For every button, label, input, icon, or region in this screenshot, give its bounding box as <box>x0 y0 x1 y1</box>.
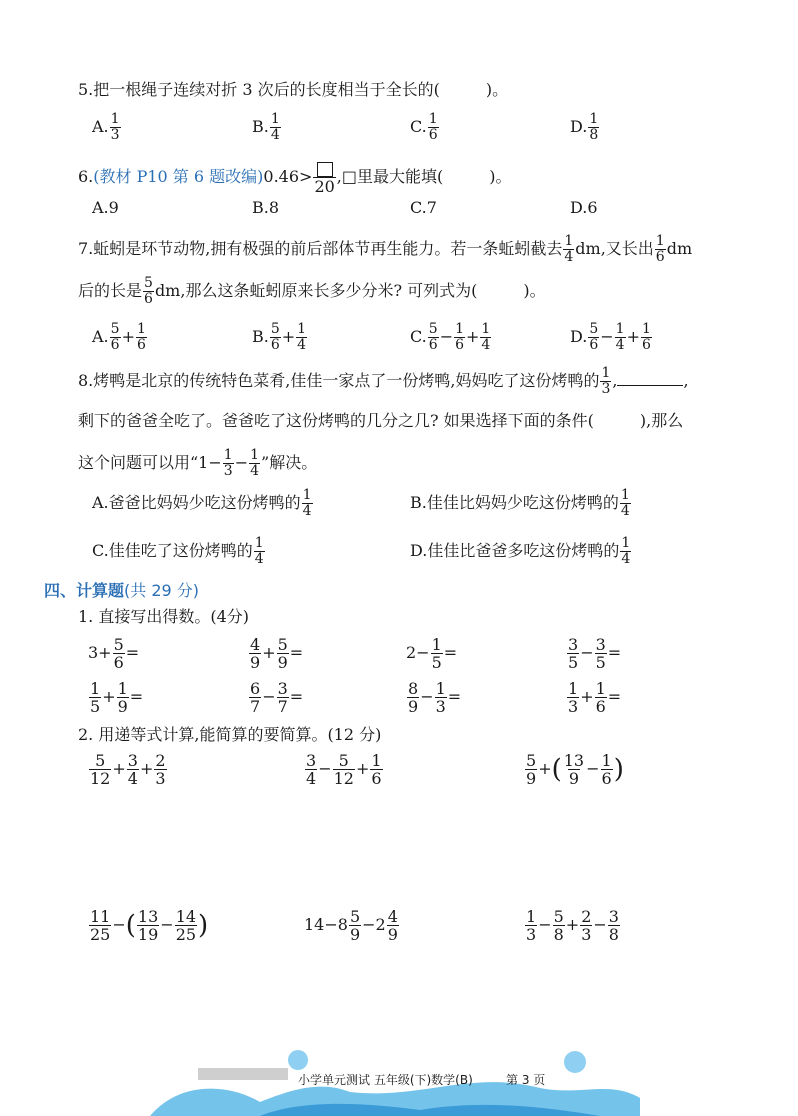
option-a[interactable]: A.爸爸比妈妈少吃这份烤鸭的 $\frac{1}{4}$ <box>92 487 312 519</box>
fraction: $\frac{1}{9}$ <box>117 679 128 716</box>
fraction: $\frac{1}{4}$ <box>564 233 574 265</box>
section-title: 四、计算题(共 29 分) <box>44 581 200 600</box>
fraction: $\frac{1}{4}$ <box>302 487 312 519</box>
fraction: $\frac{1}{3}$ <box>526 907 537 944</box>
option-c[interactable]: C.佳佳吃了这份烤鸭的 $\frac{1}{4}$ <box>92 535 264 567</box>
source-note: (教材 P10 第 6 题改编) <box>93 167 264 186</box>
oral-calc-item: $\frac{6}{7}$ − $\frac{3}{7}$ = <box>250 679 304 716</box>
stepwise-calc-item: $\frac{1}{3}$ − $\frac{5}{8}$ + $\frac{2}{3}$ − $\frac{3}{8}$ <box>526 907 619 944</box>
page-number: 第 3 页 <box>506 1073 546 1087</box>
fraction: $\frac{5}{8}$ <box>553 907 564 944</box>
oral-calc-item: $\frac{4}{9}$ + $\frac{5}{9}$ = <box>250 635 304 672</box>
stepwise-calc-item: $\frac{11}{25}$ −( $\frac{13}{19}$ − $\frac{14}{25}$ ) <box>90 907 209 944</box>
stepwise-calc-item: $\frac{5}{9}$ +( $\frac{13}{9}$ − $\frac{1}{6}$ ) <box>526 751 624 788</box>
option-a[interactable]: A. $\frac{5}{6}$ + $\frac{1}{6}$ <box>92 321 146 353</box>
fraction: $\frac{5}{9}$ <box>349 907 361 944</box>
fraction: $\frac{8}{9}$ <box>408 679 419 716</box>
calc-2-title: 2. 用递等式计算,能简算的要简算。(12 分) <box>78 725 382 744</box>
oral-calc-item: $\frac{1}{5}$ + $\frac{1}{9}$ = <box>90 679 144 716</box>
oral-calc-item: 3+ $\frac{5}{6}$ = <box>88 635 140 672</box>
question-7-line-1: 7.蚯蚓是环节动物,拥有极强的前后部体节再生能力。若一条蚯蚓截去 $\frac{1}{4}$ dm,又长出 $\frac{1}{6}$ dm <box>78 233 693 265</box>
stepwise-calc-item: 14−8 $\frac{5}{9}$ −2 $\frac{4}{9}$ <box>304 907 398 944</box>
option-c[interactable]: C.7 <box>410 198 437 217</box>
fraction: $\frac{1}{4}$ <box>621 535 631 567</box>
fraction: $\frac{2}{3}$ <box>155 751 166 788</box>
fraction: $\frac{1}{4}$ <box>615 321 625 353</box>
fraction: $\frac{3}{5}$ <box>568 635 579 672</box>
fraction: $\frac{11}{25}$ <box>90 907 111 944</box>
question-8-line-3: 这个问题可以用“1− $\frac{1}{3}$ − $\frac{1}{4}$ ”解决。 <box>78 447 318 479</box>
stepwise-calc-item: $\frac{5}{12}$ + $\frac{3}{4}$ + $\frac{2}{3}$ <box>90 751 166 788</box>
fraction: $\frac{1}{3}$ <box>223 447 233 479</box>
fraction: $\frac{13}{19}$ <box>137 907 159 944</box>
fraction: $\frac{3}{4}$ <box>127 751 138 788</box>
fraction: $\frac{4}{9}$ <box>387 907 398 944</box>
fraction: $\frac{1}{5}$ <box>431 635 442 672</box>
question-7-line-2: 后的长是 $\frac{5}{6}$ dm,那么这条蚯蚓原来长多少分米? 可列式为( )。 <box>78 275 546 307</box>
fraction: $\frac{5}{9}$ <box>277 635 288 672</box>
fraction: $\frac{3}{4}$ <box>306 751 317 788</box>
oral-calc-item: $\frac{8}{9}$ − $\frac{1}{3}$ = <box>408 679 462 716</box>
fraction: $\frac{4}{9}$ <box>250 635 261 672</box>
option-a[interactable]: A. $\frac{1}{3}$ <box>92 111 120 143</box>
option-b[interactable]: B. $\frac{1}{4}$ <box>252 111 280 143</box>
fraction: $\frac{1}{3}$ <box>601 365 611 397</box>
fraction: $\frac{1}{6}$ <box>136 321 146 353</box>
fraction: $\frac{5}{6}$ <box>113 635 124 672</box>
oral-calc-item: $\frac{1}{3}$ + $\frac{1}{6}$ = <box>568 679 622 716</box>
fraction: $\frac{1}{8}$ <box>589 111 599 143</box>
fraction: $\frac{14}{25}$ <box>175 907 197 944</box>
option-d[interactable]: D.6 <box>570 198 598 217</box>
option-b[interactable]: B.8 <box>252 198 280 217</box>
fraction: $\frac{6}{7}$ <box>250 679 261 716</box>
question-5-stem: 5.把一根绳子连续对折 3 次后的长度相当于全长的( )。 <box>78 80 509 99</box>
option-b[interactable]: B. $\frac{5}{6}$ + $\frac{1}{4}$ <box>252 321 307 353</box>
fraction: $\frac{1}{3}$ <box>568 679 579 716</box>
fraction: $\frac{1}{6}$ <box>655 233 665 265</box>
fraction: $\frac{2}{3}$ <box>581 907 592 944</box>
fraction: $\frac{1}{4}$ <box>297 321 307 353</box>
option-b[interactable]: B.佳佳比妈妈少吃这份烤鸭的 $\frac{1}{4}$ <box>410 487 630 519</box>
option-c[interactable]: C. $\frac{5}{6}$ − $\frac{1}{6}$ + $\frac{1}{4}$ <box>410 321 491 353</box>
option-d[interactable]: D. $\frac{1}{8}$ <box>570 111 599 143</box>
fraction: $\frac{5}{9}$ <box>526 751 537 788</box>
answer-blank[interactable] <box>617 370 683 386</box>
option-a[interactable]: A.9 <box>92 198 119 217</box>
fraction: $\frac{1}{6}$ <box>428 111 438 143</box>
fraction: $\frac{1}{6}$ <box>642 321 651 353</box>
fraction: $\frac{13}{9}$ <box>563 751 585 788</box>
fraction: $\frac{3}{8}$ <box>608 907 619 944</box>
fraction: $\frac{5}{6}$ <box>589 321 599 353</box>
option-d[interactable]: D.佳佳比爸爸多吃这份烤鸭的 $\frac{1}{4}$ <box>410 535 631 567</box>
stepwise-calc-item: $\frac{3}{4}$ − $\frac{5}{12}$ + $\frac{1}{6}$ <box>306 751 382 788</box>
fraction: $\frac{5}{6}$ <box>110 321 120 353</box>
fraction: $\frac{1}{4}$ <box>620 487 630 519</box>
fraction: $\frac{1}{4}$ <box>254 535 264 567</box>
fraction: $\frac{1}{6}$ <box>601 751 612 788</box>
oral-calc-item: $\frac{3}{5}$ − $\frac{3}{5}$ = <box>568 635 622 672</box>
fraction: $\frac{3}{5}$ <box>595 635 606 672</box>
question-8-line-2: 剩下的爸爸全吃了。爸爸吃了这份烤鸭的几分之几? 如果选择下面的条件( ),那么 <box>78 411 684 430</box>
question-8-line-1: 8.烤鸭是北京的传统特色菜肴,佳佳一家点了一份烤鸭,妈妈吃了这份烤鸭的 $\frac{1}{3}$ , , <box>78 365 689 397</box>
option-d[interactable]: D. $\frac{5}{6}$ − $\frac{1}{4}$ + $\frac{1}{6}$ <box>570 321 651 353</box>
fraction: $\frac{3}{7}$ <box>277 679 288 716</box>
footer-title: 小学单元测试 五年级(下)数学(B) <box>298 1073 473 1087</box>
fraction: $\frac{1}{4}$ <box>481 321 491 353</box>
fraction: $\frac{1}{6}$ <box>595 679 606 716</box>
fraction: $\frac{5}{6}$ <box>270 321 280 353</box>
fraction: $\frac{1}{3}$ <box>110 111 120 143</box>
calc-1-title: 1. 直接写出得数。(4分) <box>78 607 250 626</box>
fraction: $\frac{1}{3}$ <box>435 679 446 716</box>
box-fraction: 20 <box>313 160 335 195</box>
question-6-stem: 6.(教材 P10 第 6 题改编)0.46> 20 ,□里最大能填( )。 <box>78 160 512 195</box>
fraction: $\frac{5}{12}$ <box>90 751 111 788</box>
option-c[interactable]: C. $\frac{1}{6}$ <box>410 111 438 143</box>
fraction: $\frac{1}{5}$ <box>90 679 101 716</box>
fraction: $\frac{5}{6}$ <box>428 321 438 353</box>
fraction: $\frac{1}{4}$ <box>250 447 260 479</box>
fraction: $\frac{1}{4}$ <box>270 111 280 143</box>
fraction: $\frac{5}{12}$ <box>333 751 354 788</box>
fraction: $\frac{5}{6}$ <box>144 275 153 307</box>
fraction: $\frac{1}{6}$ <box>371 751 382 788</box>
fraction: $\frac{1}{6}$ <box>455 321 465 353</box>
oral-calc-item: 2− $\frac{1}{5}$ = <box>406 635 458 672</box>
